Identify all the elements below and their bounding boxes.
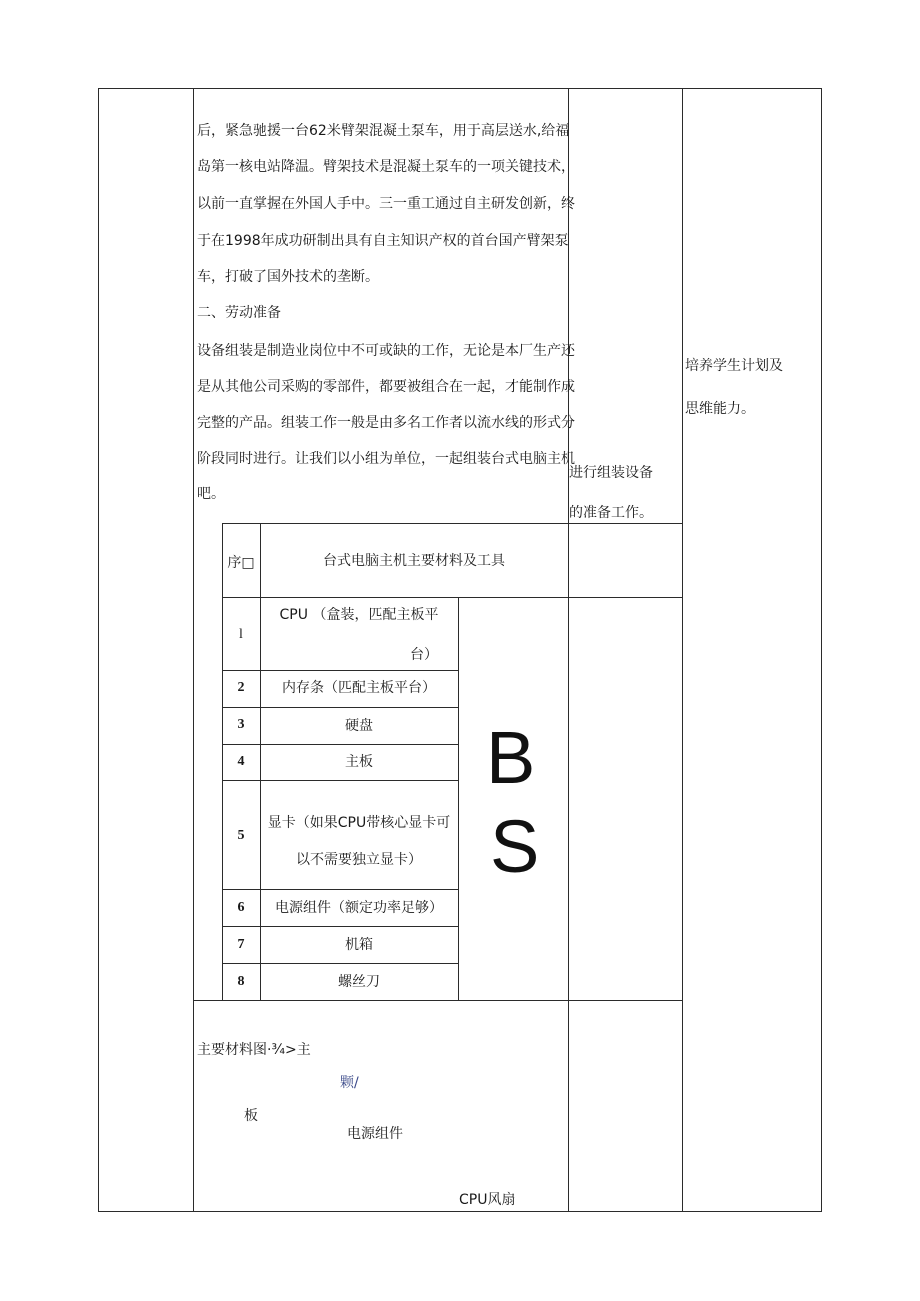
- figure-label-cpu-fan: CPU风扇: [459, 1192, 516, 1208]
- mt-header-seq: 序□: [227, 555, 255, 571]
- mt-row-line: [222, 744, 458, 745]
- mt-seq: 8: [237, 974, 245, 989]
- mt-item: 台）: [410, 647, 438, 663]
- col-divider-3: [682, 88, 683, 1212]
- text-line: 吧。: [197, 486, 225, 502]
- text-line: 车，打破了国外技术的垄断。: [197, 269, 379, 285]
- mt-row-line: [222, 963, 458, 964]
- text-line: 于在1998年成功研制出具有自主知识产权的首台国产臂架泵: [197, 233, 569, 249]
- text-line: 设备组装是制造业岗位中不可或缺的工作，无论是本厂生产还: [197, 343, 575, 359]
- mt-item: 螺丝刀: [338, 974, 380, 990]
- mt-item: 机箱: [345, 937, 373, 953]
- text-line: 岛第一核电站降温。臂架技术是混凝土泵车的一项关键技术，: [197, 159, 575, 175]
- student-activity-line: 的准备工作。: [569, 505, 653, 521]
- activity-row-line-2: [568, 597, 683, 598]
- design-intent-line: 思维能力。: [685, 401, 755, 417]
- student-activity-line: 进行组装设备: [569, 465, 653, 481]
- mt-row-line: [222, 670, 458, 671]
- mt-seq: l: [239, 627, 243, 642]
- mt-item: 以不需要独立显卡）: [296, 852, 422, 868]
- mt-row-line: [222, 889, 458, 890]
- design-intent-line: 培养学生计划及: [685, 358, 783, 374]
- col-divider-1: [193, 88, 194, 1212]
- mt-row-line: [222, 707, 458, 708]
- mt-item: 显卡（如果CPU带核心显卡可: [267, 815, 451, 831]
- mt-seq: 6: [237, 900, 245, 915]
- section-title: 二、劳动准备: [197, 305, 281, 321]
- figure-label-psu: 电源组件: [347, 1126, 403, 1142]
- mt-bottom: [193, 1000, 569, 1001]
- mt-row-line: [222, 780, 458, 781]
- figure-label-chip: 颗/: [340, 1075, 359, 1091]
- text-line: 是从其他公司采购的零部件，都要被组合在一起，才能制作成: [197, 379, 575, 395]
- text-line: 阶段同时进行。让我们以小组为单位，一起组装台式电脑主机: [197, 451, 575, 467]
- mt-item: 电源组件（额定功率足够）: [275, 900, 443, 916]
- outer-left-border: [98, 88, 99, 1212]
- mt-top: [222, 523, 569, 524]
- mt-item: 内存条（匹配主板平台）: [282, 680, 436, 696]
- mt-header-title: 台式电脑主机主要材料及工具: [323, 553, 505, 569]
- mt-seq: 3: [237, 717, 245, 732]
- mt-seq: 7: [237, 937, 245, 952]
- col-divider-2: [568, 88, 569, 1212]
- mt-seq: 4: [237, 754, 245, 769]
- mt-seq: 2: [237, 680, 245, 695]
- mt-item: CPU （盒装，匹配主板平: [279, 607, 439, 623]
- mt-header-bottom: [222, 597, 569, 598]
- outer-top-border: [98, 88, 822, 89]
- activity-row-line-3: [568, 1000, 683, 1001]
- mt-row-line: [222, 926, 458, 927]
- activity-row-line-1: [568, 523, 683, 524]
- text-line: 后，紧急驰援一台62米臂架混凝土泵车，用于高层送水,给福: [197, 123, 570, 139]
- outer-right-border: [821, 88, 822, 1212]
- figure-caption: 主要材料图·¾>主: [197, 1042, 311, 1058]
- mt-seq: 5: [237, 828, 245, 843]
- text-line: 以前一直掌握在外国人手中。三一重工通过自主研发创新，终: [197, 196, 575, 212]
- figure-label-board: 板: [244, 1108, 258, 1124]
- mt-image-divider: [458, 597, 459, 1000]
- text-line: 完整的产品。组装工作一般是由多名工作者以流水线的形式分: [197, 415, 575, 431]
- image-placeholder-glyph: B: [486, 716, 536, 799]
- mt-item: 主板: [345, 754, 373, 770]
- mt-item: 硬盘: [345, 718, 373, 734]
- outer-bottom-border: [98, 1211, 822, 1212]
- image-placeholder-glyph: S: [490, 805, 540, 888]
